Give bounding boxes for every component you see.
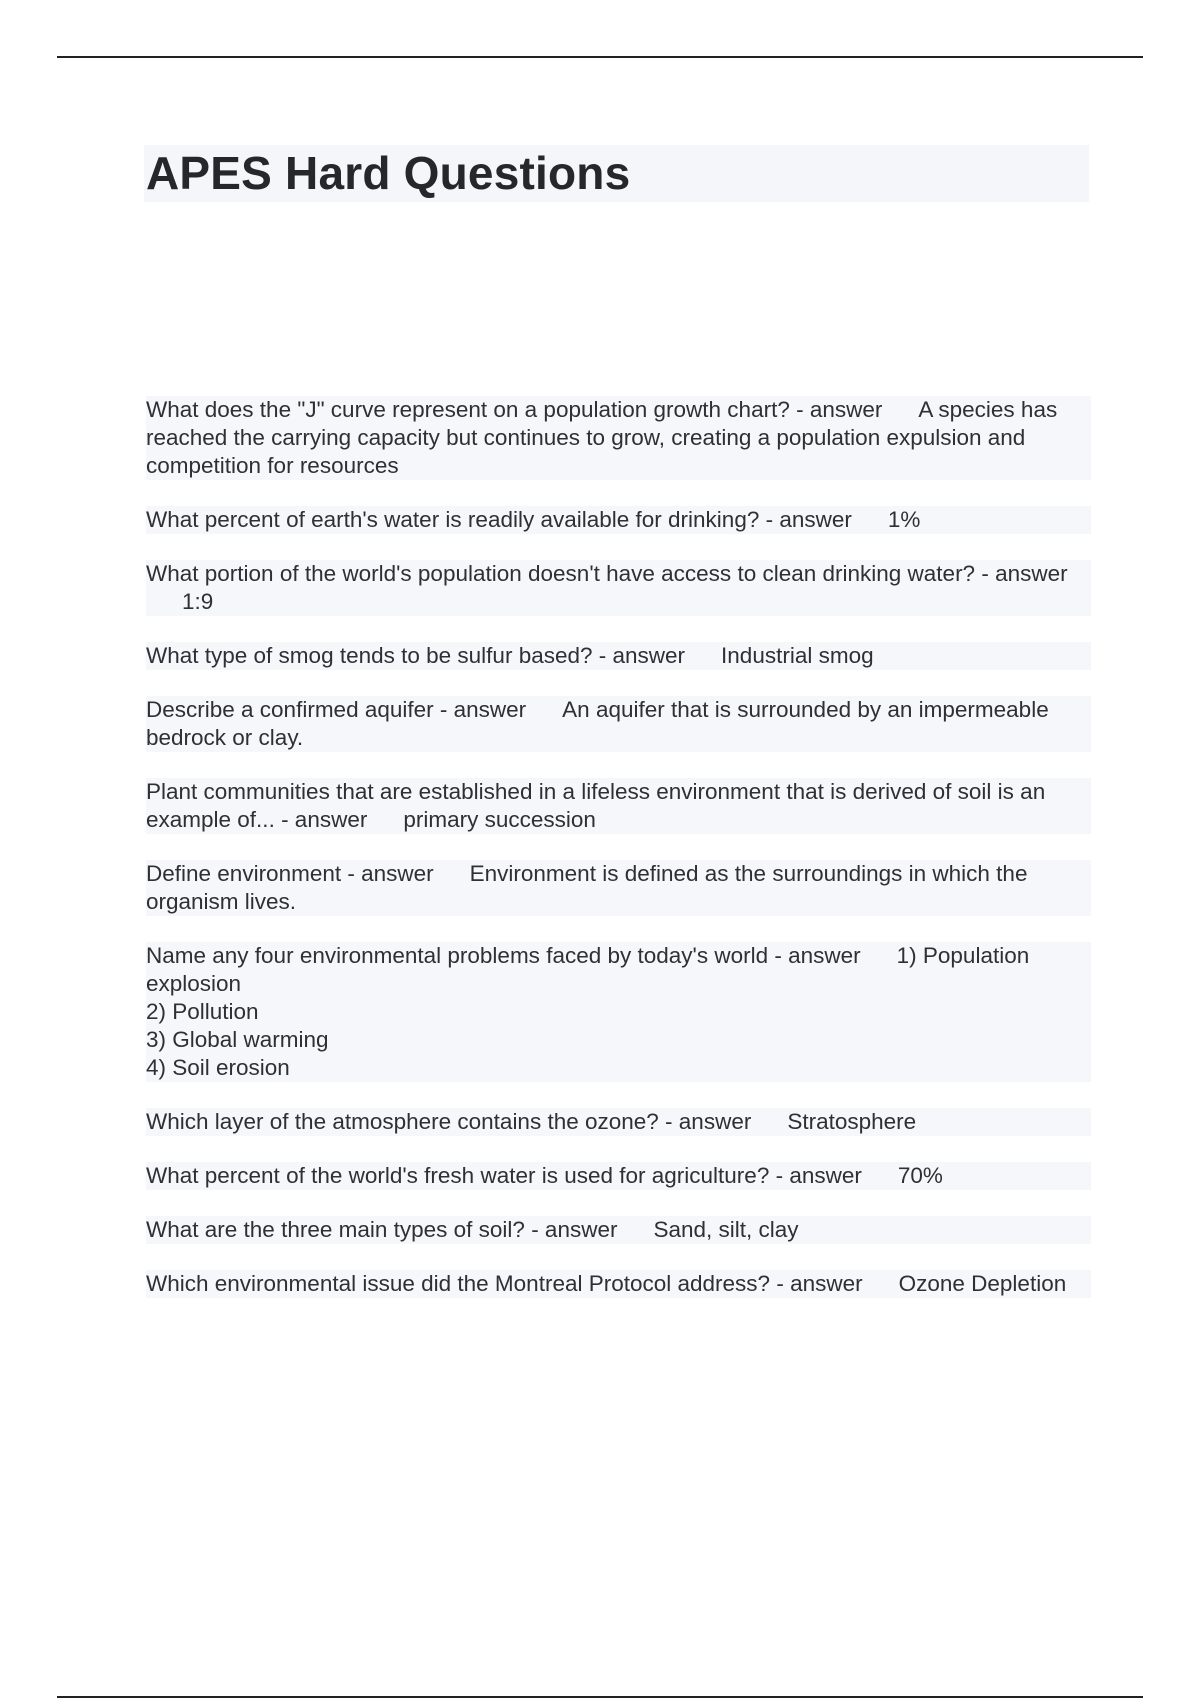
question-text: Define environment - answer: [146, 861, 434, 886]
qa-item: [146, 696, 1091, 752]
qa-item: [146, 1270, 1091, 1298]
question-text: Which layer of the atmosphere contains the ozone? - answer: [146, 1109, 752, 1134]
qa-item: [146, 506, 1091, 534]
document-title: APES Hard Questions: [146, 147, 631, 199]
qa-item: [146, 1108, 1091, 1136]
qa-item: [146, 860, 1091, 916]
answer-text: 1) Population explosion 2) Pollution 3) Global warming 4) Soil erosion: [146, 943, 1030, 1080]
qa-item: [146, 642, 1091, 670]
question-text: Which environmental issue did the Montreal Protocol address? - answer: [146, 1271, 863, 1296]
qa-item: [146, 396, 1091, 480]
qa-list: [146, 396, 1091, 1324]
qa-item: [146, 1216, 1091, 1244]
question-text: Plant communities that are established in a lifeless environment that is derived of soil is an example of... - answer: [146, 779, 1046, 832]
question-text: Name any four environmental problems faced by today's world - answer: [146, 943, 861, 968]
answer-text: An aquifer that is surrounded by an impermeable bedrock or clay.: [146, 697, 1049, 750]
question-text: What does the "J" curve represent on a population growth chart? - answer: [146, 397, 883, 422]
question-text: What are the three main types of soil? - answer: [146, 1217, 618, 1242]
answer-text: Sand, silt, clay: [653, 1217, 799, 1242]
qa-item: [146, 1162, 1091, 1190]
question-text: What portion of the world's population doesn't have access to clean drinking water? - answer: [146, 561, 1068, 586]
answer-text: Environment is defined as the surroundings in which the organism lives.: [146, 861, 1028, 914]
question-text: Describe a confirmed aquifer - answer: [146, 697, 527, 722]
answer-text: A species has reached the carrying capacity but continues to grow, creating a population expulsion and competition for resources: [146, 397, 1058, 478]
answer-text: 70%: [897, 1163, 943, 1188]
answer-text: Industrial smog: [721, 643, 874, 668]
question-text: What percent of earth's water is readily available for drinking? - answer: [146, 507, 852, 532]
answer-text: Stratosphere: [787, 1109, 917, 1134]
qa-item: [146, 942, 1091, 1082]
question-text: What type of smog tends to be sulfur based? - answer: [146, 643, 686, 668]
answer-text: primary succession: [403, 807, 596, 832]
answer-text: 1:9: [182, 589, 214, 614]
bottom-rule: [57, 1696, 1143, 1698]
qa-item: [146, 778, 1091, 834]
answer-text: 1%: [887, 507, 921, 532]
answer-text: Ozone Depletion: [898, 1271, 1067, 1296]
top-rule: [57, 56, 1143, 58]
question-text: What percent of the world's fresh water is used for agriculture? - answer: [146, 1163, 862, 1188]
qa-item: [146, 560, 1091, 616]
